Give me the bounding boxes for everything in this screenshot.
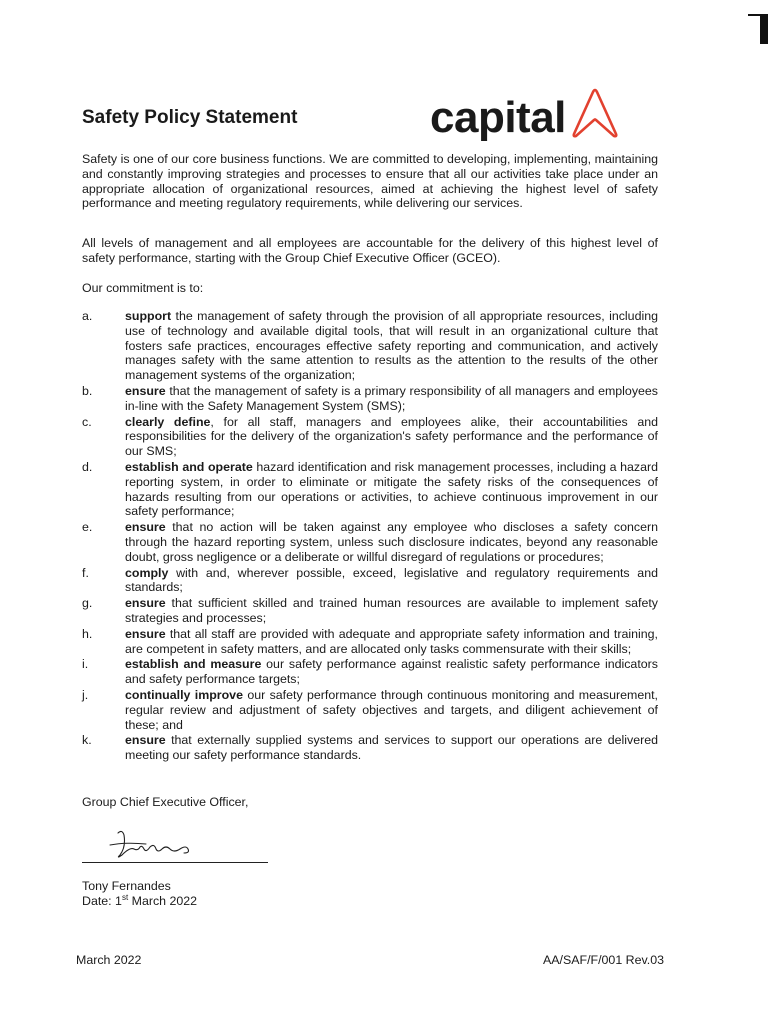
footer-date: March 2022: [76, 953, 142, 967]
commitment-keyword: comply: [125, 565, 169, 580]
date-ordinal: st: [121, 893, 129, 902]
commitment-keyword: ensure: [125, 626, 166, 641]
commitment-letter: g.: [82, 596, 93, 611]
commitment-keyword: continually improve: [125, 687, 243, 702]
page-title: Safety Policy Statement: [82, 107, 298, 128]
commitment-letter: f.: [82, 565, 89, 580]
commitment-text: [125, 627, 658, 657]
intro-paragraph-1: Safety is one of our core business functions. We are committed to developing, implementing, maintaining and constantly improving strategies and processes to ensure that all our activities take place under an appropriate allocation of organizational resources, aimed at achieving the highest level of safety performance and meeting regulatory requirements, while delivering our services.: [82, 152, 658, 211]
commitment-body: that the management of safety is a primary responsibility of all managers and employees in-line with the Safety Management System (SMS);: [125, 383, 658, 413]
commitment-letter: b.: [82, 383, 93, 398]
commitment-body: with and, wherever possible, exceed, legislative and regulatory requirements and standards;: [125, 565, 658, 595]
commitment-text: [125, 384, 658, 414]
commitment-keyword: ensure: [125, 733, 166, 748]
commitment-text: [125, 566, 658, 596]
date-suffix: March 2022: [128, 894, 198, 909]
logo-wordmark: capital: [430, 93, 566, 142]
signatory-role: Group Chief Executive Officer,: [82, 795, 249, 809]
commitment-keyword: ensure: [125, 383, 166, 398]
commitment-letter: h.: [82, 626, 93, 641]
commitment-list: [82, 309, 658, 764]
commitment-letter: k.: [82, 733, 92, 748]
commitment-text: [125, 520, 658, 564]
scan-edge-mark: [756, 14, 768, 44]
commitment-keyword: clearly define: [125, 414, 211, 429]
commitment-item: [82, 688, 658, 732]
commitment-item: [82, 520, 658, 564]
commitment-body: that no action will be taken against any employee who discloses a safety concern through the hazard reporting system, unless such disclosure indicates, beyond any reasonable doubt, gross negligence or a deliberate or willful disregard of regulations or procedures;: [125, 520, 658, 564]
commitment-item: [82, 733, 658, 763]
commitment-text: [125, 688, 658, 732]
commitment-letter: c.: [82, 414, 92, 429]
commitment-text: [125, 733, 658, 763]
commitment-text: [125, 596, 658, 626]
commitment-body: hazard identification and risk management processes, including a hazard reporting system, in order to eliminate or mitigate the safety risks of the consequences of hazards resulting from our operations or activities, to achieve continuous improvement in our safety performance;: [125, 459, 658, 519]
commitment-lead: Our commitment is to:: [82, 281, 204, 295]
commitment-keyword: ensure: [125, 520, 166, 535]
commitment-letter: j.: [82, 687, 89, 702]
commitment-text: [125, 460, 658, 519]
commitment-item: [82, 627, 658, 657]
signer-name: Tony Fernandes: [82, 879, 171, 893]
commitment-item: [82, 566, 658, 596]
date-prefix: Date: 1: [82, 894, 122, 909]
commitment-body: the management of safety through the provision of all appropriate resources, including use of technology and available digital tools, that will result in an organizational culture that fosters safe practices, encourages effective safety reporting and communication, and actively manages safety with the same attention to results as the attention to the results of the other management systems of the organization;: [125, 309, 658, 383]
commitment-keyword: ensure: [125, 596, 166, 611]
commitment-item: [82, 460, 658, 519]
commitment-item: [82, 657, 658, 687]
commitment-keyword: establish and operate: [125, 459, 253, 474]
commitment-body: our safety performance through continuous monitoring and measurement, regular review and adjustment of safety objectives and targets, and diligent achievement of these; and: [125, 687, 659, 732]
commitment-item: [82, 415, 658, 459]
commitment-keyword: establish and measure: [125, 657, 262, 672]
logo-a-mark-icon: [568, 84, 622, 140]
commitment-letter: a.: [82, 309, 93, 323]
commitment-body: that all staff are provided with adequate and appropriate safety information and training, are competent in safety matters, and are allocated only tasks commensurate with their skills;: [125, 626, 658, 656]
commitment-letter: e.: [82, 520, 93, 535]
signature-line: [82, 862, 268, 863]
commitment-letter: i.: [82, 657, 89, 672]
company-logo: [430, 80, 622, 140]
commitment-body: , for all staff, managers and employees alike, their accountabilities and responsibilities for the delivery of the organization's safety performance and the performance of our SMS;: [125, 414, 658, 459]
footer-doc-ref: AA/SAF/F/001 Rev.03: [543, 953, 664, 967]
handwritten-signature: [96, 825, 216, 865]
commitment-text: [125, 309, 658, 383]
commitment-body: our safety performance against realistic safety performance indicators and safety performance targets;: [125, 657, 658, 687]
commitment-item: [82, 596, 658, 626]
commitment-body: that externally supplied systems and services to support our operations are delivered meeting our safety performance standards.: [125, 733, 658, 763]
commitment-item: [82, 384, 658, 414]
commitment-keyword: support: [125, 309, 172, 323]
commitment-letter: d.: [82, 459, 93, 474]
commitment-text: [125, 657, 658, 687]
signature-date: [82, 893, 197, 908]
intro-paragraph-2: All levels of management and all employees are accountable for the delivery of this highest level of safety performance, starting with the Group Chief Executive Officer (GCEO).: [82, 236, 658, 265]
commitment-text: [125, 415, 658, 459]
commitment-item: [82, 309, 658, 383]
commitment-body: that sufficient skilled and trained human resources are available to implement safety strategies and processes;: [125, 596, 658, 625]
